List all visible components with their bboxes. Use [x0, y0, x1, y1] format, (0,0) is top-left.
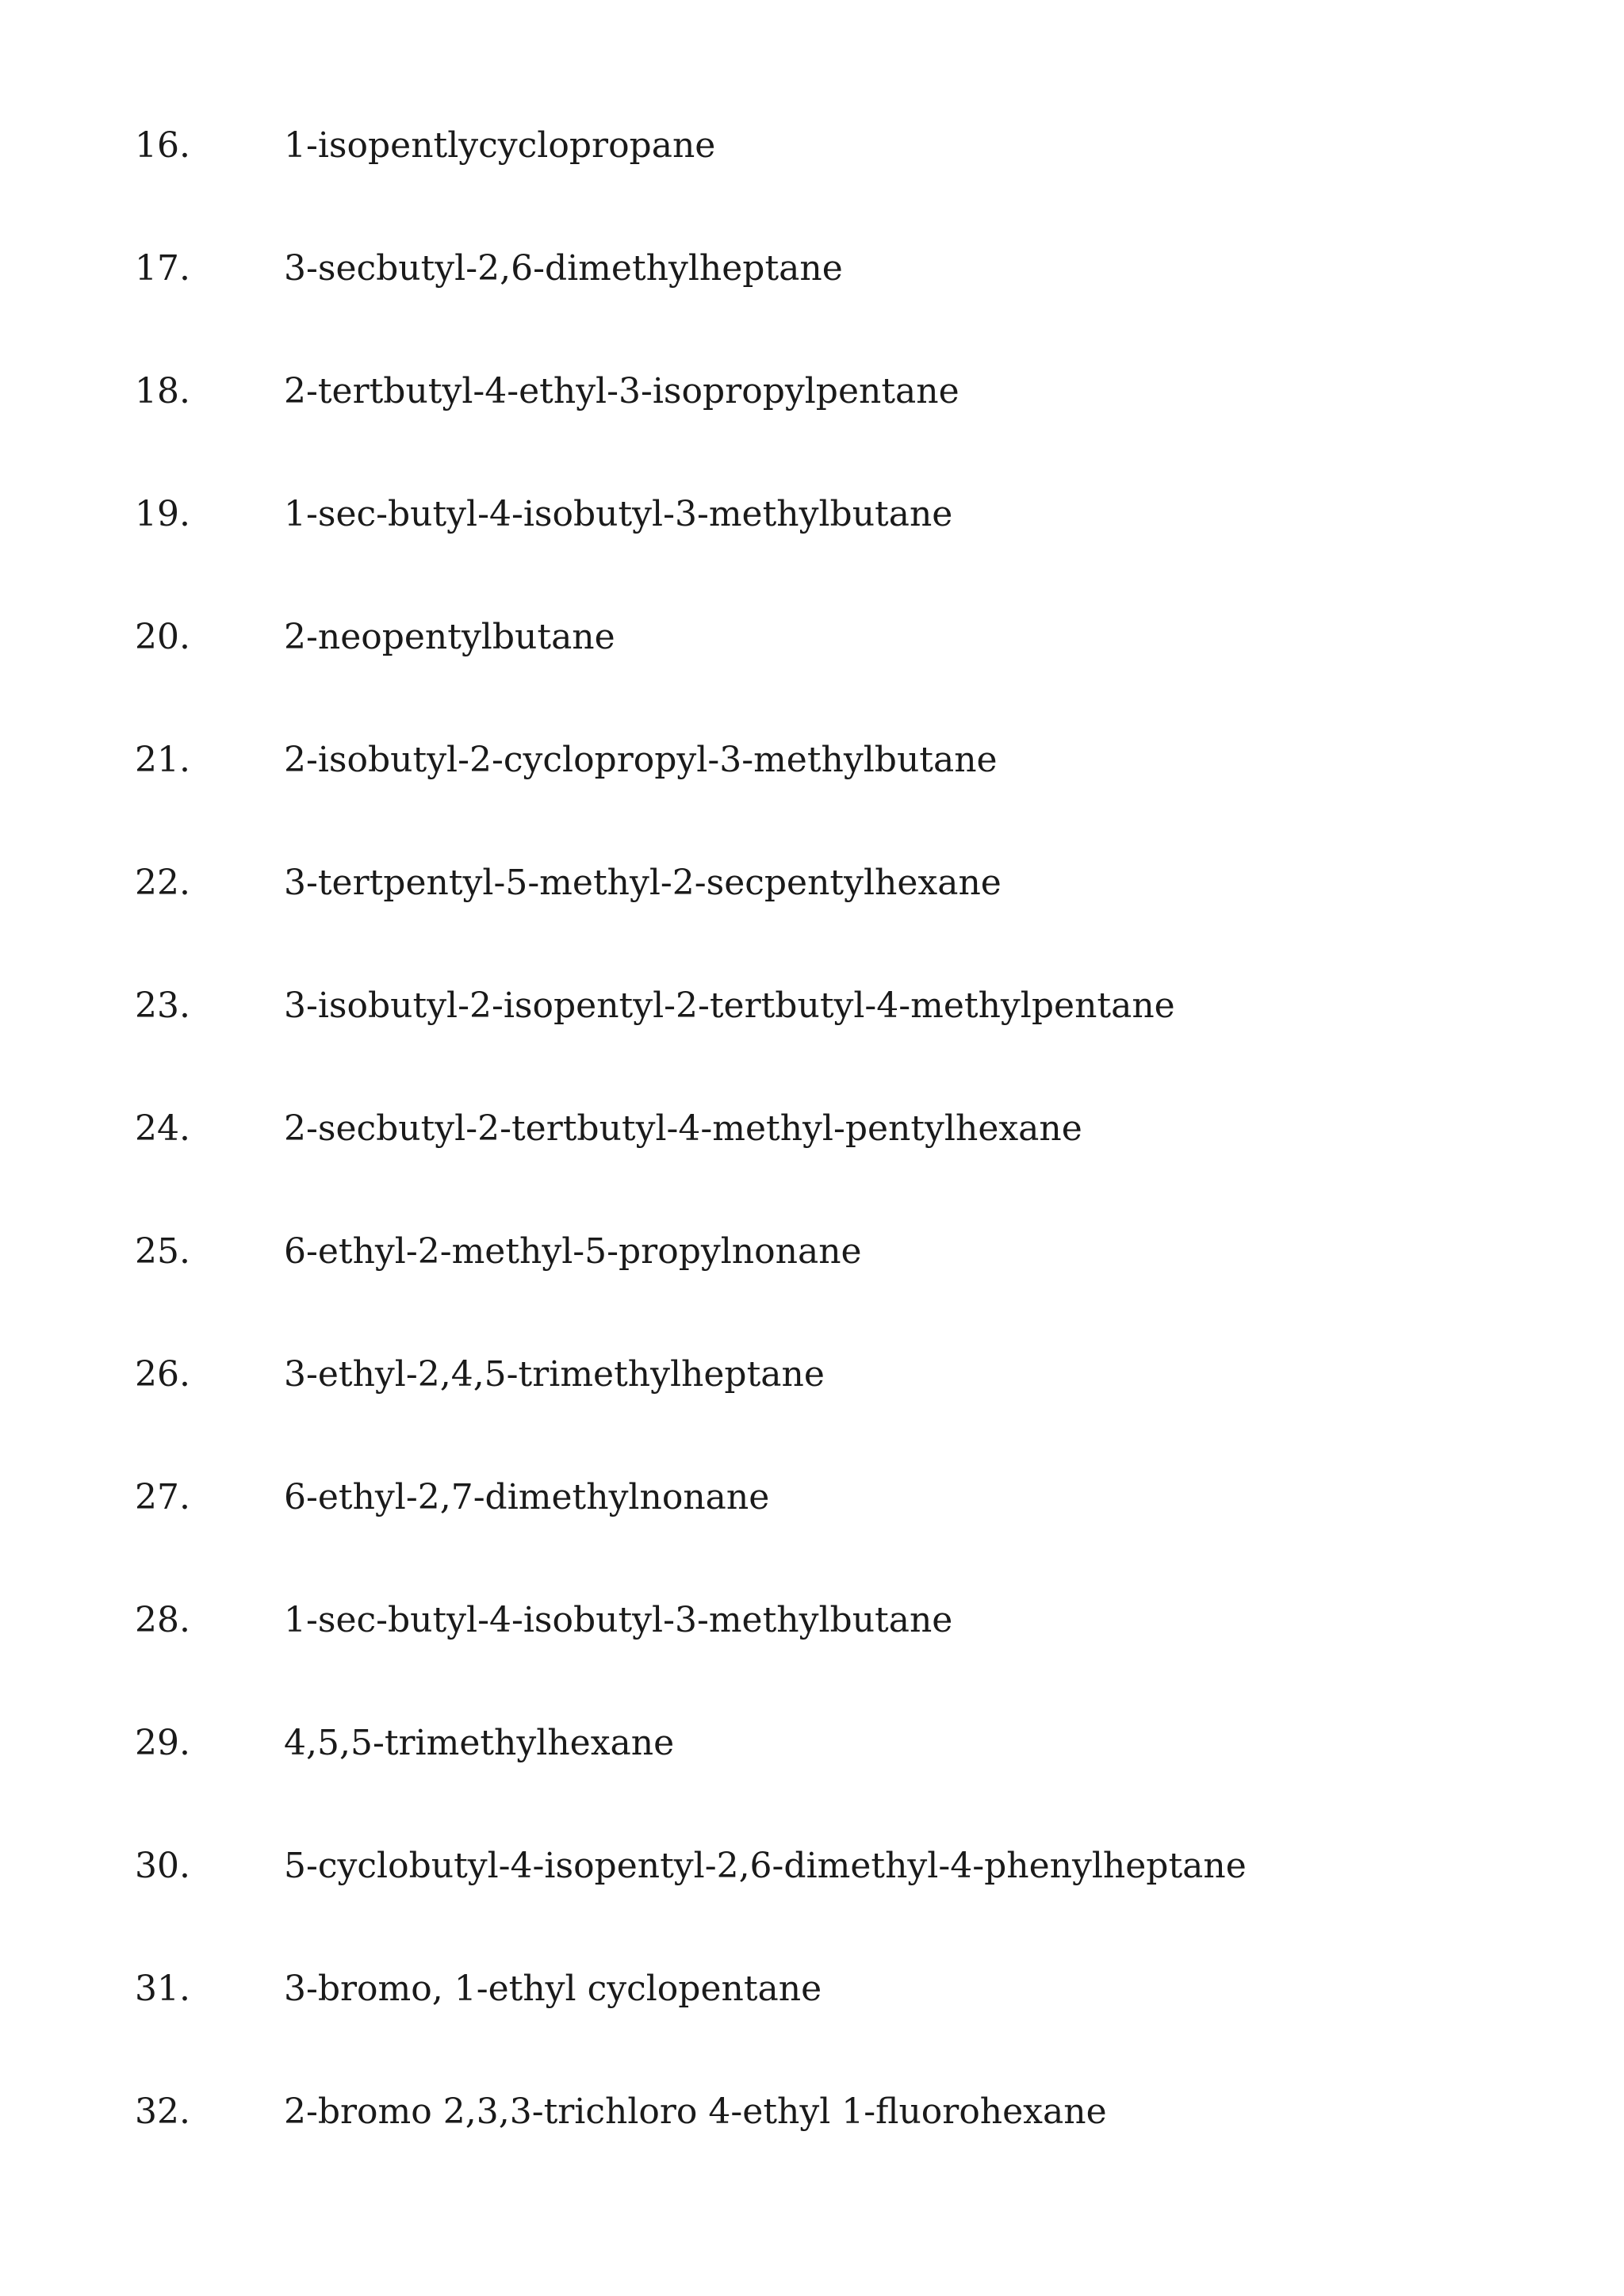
compound-name: 6-ethyl-2,7-dimethylnonane	[284, 1477, 770, 1517]
list-item	[135, 125, 1522, 251]
compound-name: 6-ethyl-2-methyl-5-propylnonane	[284, 1231, 862, 1272]
compound-name: 2-tertbutyl-4-ethyl-3-isopropylpentane	[284, 371, 959, 411]
item-number: 16.	[135, 125, 190, 166]
item-number: 21.	[135, 740, 190, 780]
list-item	[135, 617, 1522, 743]
compound-name: 3-tertpentyl-5-methyl-2-secpentylhexane	[284, 863, 1002, 903]
list-item	[135, 1600, 1522, 1726]
item-number: 30.	[135, 1846, 190, 1886]
compound-list	[135, 125, 1522, 2218]
compound-name: 4,5,5-trimethylhexane	[284, 1723, 675, 1763]
list-item	[135, 1477, 1522, 1603]
item-number: 29.	[135, 1723, 190, 1763]
compound-name: 2-bromo 2,3,3-trichloro 4-ethyl 1-fluorohexane	[284, 2091, 1107, 2132]
item-number: 31.	[135, 1969, 190, 2009]
compound-name: 2-neopentylbutane	[284, 617, 615, 657]
item-number: 25.	[135, 1231, 190, 1272]
list-item	[135, 1231, 1522, 1357]
item-number: 27.	[135, 1477, 190, 1517]
list-item	[135, 1354, 1522, 1480]
item-number: 18.	[135, 371, 190, 411]
item-number: 17.	[135, 248, 190, 289]
list-item	[135, 1846, 1522, 1972]
compound-name: 1-sec-butyl-4-isobutyl-3-methylbutane	[284, 494, 953, 534]
item-number: 20.	[135, 617, 190, 657]
list-item	[135, 494, 1522, 620]
item-number: 28.	[135, 1600, 190, 1640]
item-number: 24.	[135, 1108, 190, 1149]
list-item	[135, 248, 1522, 374]
item-number: 23.	[135, 985, 190, 1026]
compound-name: 3-bromo, 1-ethyl cyclopentane	[284, 1969, 822, 2009]
item-number: 19.	[135, 494, 190, 534]
item-number: 32.	[135, 2091, 190, 2132]
item-number: 26.	[135, 1354, 190, 1395]
compound-name: 3-isobutyl-2-isopentyl-2-tertbutyl-4-methylpentane	[284, 985, 1175, 1026]
list-item	[135, 985, 1522, 1112]
compound-name: 1-sec-butyl-4-isobutyl-3-methylbutane	[284, 1600, 953, 1640]
item-number: 22.	[135, 863, 190, 903]
list-item	[135, 863, 1522, 989]
list-item	[135, 371, 1522, 497]
list-item	[135, 2091, 1522, 2218]
compound-name: 2-isobutyl-2-cyclopropyl-3-methylbutane	[284, 740, 998, 780]
list-item	[135, 1108, 1522, 1234]
compound-name: 3-ethyl-2,4,5-trimethylheptane	[284, 1354, 825, 1395]
compound-name: 2-secbutyl-2-tertbutyl-4-methyl-pentylhexane	[284, 1108, 1082, 1149]
list-item	[135, 1723, 1522, 1849]
list-item	[135, 1969, 1522, 2095]
compound-name: 5-cyclobutyl-4-isopentyl-2,6-dimethyl-4-phenylheptane	[284, 1846, 1247, 1886]
compound-name: 1-isopentlycyclopropane	[284, 125, 716, 166]
compound-name: 3-secbutyl-2,6-dimethylheptane	[284, 248, 843, 289]
list-item	[135, 740, 1522, 866]
